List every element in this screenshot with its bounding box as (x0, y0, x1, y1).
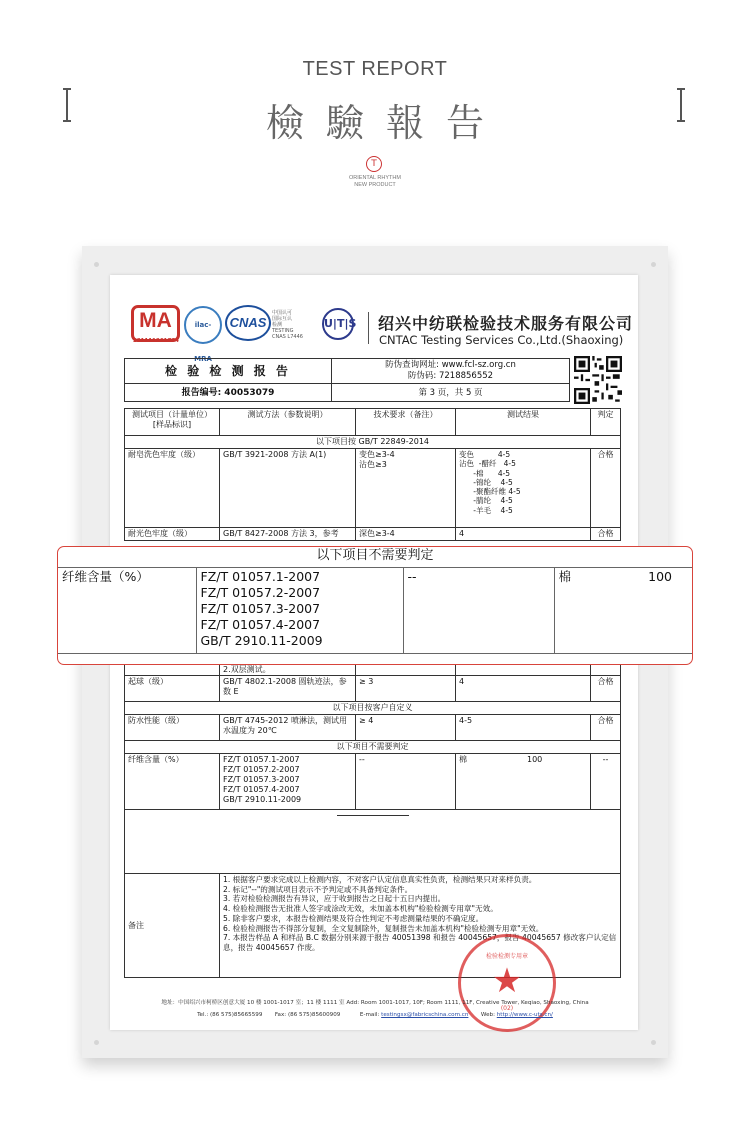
col-header-method: 测试方法（参数说明） (220, 409, 356, 436)
brand-logo-icon: T (366, 156, 382, 172)
table-cell: 合格 (591, 676, 621, 702)
table-cell: FZ/T 01057.1-2007 FZ/T 01057.2-2007 FZ/T 01057.3-2007 FZ/T 01057.4-2007 GB/T 2910.11-2009 (220, 754, 356, 810)
uts-logo-icon: U|T|S (322, 308, 354, 340)
callout-methods: FZ/T 01057.1-2007 FZ/T 01057.2-2007 FZ/T 01057.3-2007 FZ/T 01057.4-2007 GB/T 2910.11-2009 (196, 567, 403, 653)
report-title: 检 验 检 测 报 告 (125, 359, 332, 384)
divider (368, 312, 369, 344)
blank-area (125, 810, 621, 874)
table-cell: -- (356, 754, 456, 810)
footer-address: 地址：中国绍兴市柯桥区创意大厦 10 楼 1001-1017 室；11 楼 1111 室 Add: Room 1001-1017, 10F; Room 1111, 11F, Creative Tower, Keqiao, Shaoxing, China (161, 1000, 589, 1006)
col-header-item: 测试项目（计量单位）[样品标识] (125, 409, 220, 436)
table-cell: ≥ 3 (356, 676, 456, 702)
company-name-cn: 绍兴中纺联检验技术服务有限公司 (378, 314, 634, 333)
col-header-result: 测试结果 (456, 409, 591, 436)
report-page: 第 3 页，共 5 页 (332, 384, 570, 402)
table-cell: 合格 (591, 528, 621, 541)
table-cell: 耐光色牢度（级） (125, 528, 220, 541)
table-cell: GB/T 3921-2008 方法 A(1) (220, 449, 356, 528)
report-title-block (124, 358, 570, 402)
company-name-en: CNTAC Testing Services Co.,Ltd.(Shaoxing) (379, 333, 624, 347)
frame-pin-icon (94, 1040, 99, 1045)
table-cell: ≥ 4 (356, 715, 456, 741)
header-title-cn: 檢驗報告 (265, 101, 506, 145)
email-link[interactable]: testingsx@fabricschina.com.cn (381, 1012, 469, 1018)
callout-result: 棉 100 (554, 567, 692, 653)
report-footer (130, 997, 620, 1021)
table-cell: 合格 (591, 715, 621, 741)
table-cell: GB/T 8427-2008 方法 3，参考 (220, 528, 356, 541)
remarks-label: 备注 (125, 874, 220, 978)
table-cell: 2.双层测试。 (220, 664, 356, 676)
table-cell: -- (591, 754, 621, 810)
table-cell: 防水性能（级） (125, 715, 220, 741)
table-cell: GB/T 4745-2012 喷淋法，测试用水温度为 20℃ (220, 715, 356, 741)
table-cell: 变色≥3-4 沾色≥3 (356, 449, 456, 528)
callout-section-label: 以下项目不需要判定 (58, 547, 692, 567)
col-header-verdict: 判定 (591, 409, 621, 436)
cnas-note: 中国认可 国际互认 检测 TESTING CNAS L7446 (272, 310, 303, 340)
table-cell: 棉 100 (456, 754, 591, 810)
table-cell: 4 (456, 676, 591, 702)
stamp-star-icon: ★ (491, 961, 523, 1001)
zoom-callout (57, 546, 693, 665)
table-cell: 耐皂洗色牢度（级） (125, 449, 220, 528)
report-query: 防伪查询网址: www.fcl-sz.org.cn 防伪码: 7218856552 (332, 359, 570, 384)
remarks-text: 1. 根据客户要求完成以上检测内容，不对客户认定信息真实性负责，检测结果只对来样负责。 2. 标记"--"的测试项目表示不予判定或不具备判定条件。 3. 若对检验检测报告有异议，应于收到报告之日起十五日内提出。 4. 检验检测报告无批准人签字或涂改无效，未加盖本机构"检验检测专用章"无效。 5. 除非客户要求，本报告检测结果及符合性判定不考虑测量结果的不确定度。 6. 检验检测报告不得部分复制，全文复制除外，复制报告未加盖本机构"检验检测专用章"无效。 7. 本报告样品 A 和样品 B.C 数据分别来源于报告 40051398 和报告 40045657，报告 40045657 修改客户认定信息，报告 40045657 作废。 (220, 874, 621, 978)
frame-pin-icon (94, 262, 99, 267)
table-cell: 4-5 (456, 715, 591, 741)
section-label: 以下项目按 GB/T 22849-2014 (125, 436, 621, 449)
report-table-upper (124, 408, 621, 541)
ilac-mra-logo-icon: ilac-MRA (184, 306, 222, 344)
frame-pin-icon (651, 262, 656, 267)
table-cell: 深色≥3-4 (356, 528, 456, 541)
ma-number: 231111261774 (133, 338, 179, 344)
table-cell: 合格 (591, 449, 621, 528)
table-cell: 4 (456, 528, 591, 541)
end-line (337, 815, 409, 816)
cnas-logo-icon: CNAS (225, 305, 271, 341)
callout-item: 纤维含量（%） (58, 567, 196, 653)
ma-logo-icon: MA (131, 305, 180, 342)
official-stamp: ★ 检验检测专用章 (02) (458, 934, 556, 1032)
header-title-en: TEST REPORT (302, 58, 448, 80)
footer-contact: Tel.: (86 575)85665599 Fax: (86 575)85600909 E-mail: testingsx@fabricschina.com.cn Web: http://www.c-uts.cn/ (197, 1012, 553, 1018)
table-cell: GB/T 4802.1-2008 圆轨迹法，参数 E (220, 676, 356, 702)
table-cell: 纤维含量（%） (125, 754, 220, 810)
web-link[interactable]: http://www.c-uts.cn/ (496, 1012, 553, 1018)
section-label: 以下项目不需要判定 (125, 741, 621, 754)
qr-code-icon (574, 356, 622, 404)
report-number: 报告编号: 40053079 (125, 384, 332, 402)
frame-pin-icon (651, 1040, 656, 1045)
table-cell: 变色 4-5 沾色 -醋纤 4-5 -棉 4-5 -锦纶 4-5 -聚酯纤维 4-5 -腈纶 4-5 -羊毛 4-5 (456, 449, 591, 528)
section-label: 以下项目按客户自定义 (125, 702, 621, 715)
col-header-req: 技术要求（备注） (356, 409, 456, 436)
brand-text: ORIENTAL RHYTHM NEW PRODUCT (349, 175, 401, 188)
report-table-lower (124, 664, 621, 978)
table-cell: 起球（级） (125, 676, 220, 702)
callout-req: -- (403, 567, 554, 653)
